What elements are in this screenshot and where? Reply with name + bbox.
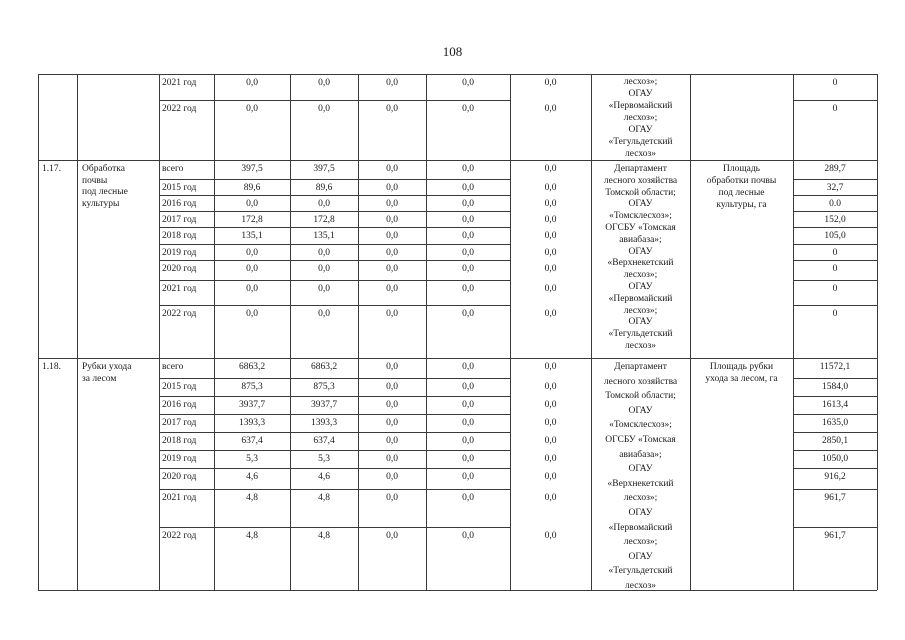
executor-text: ОГАУ [628, 405, 653, 416]
indicator-value-cell: 1613,4 [821, 400, 849, 410]
executor-text: лесхоз»; [623, 113, 658, 123]
value-cell: 637,4 [241, 436, 263, 446]
value-cell: 0,0 [462, 382, 474, 392]
column-divider [159, 74, 160, 590]
item-name: Рубки ухода [82, 362, 132, 372]
value-cell: 0,0 [544, 382, 557, 392]
value-cell: 0,0 [544, 231, 557, 241]
year-cell: 2020 год [162, 472, 197, 482]
year-cell: 2020 год [162, 264, 197, 274]
value-cell: 3937,7 [238, 400, 266, 410]
year-cell: всего [162, 362, 184, 372]
value-cell: 0,0 [462, 164, 474, 174]
value-cell: 0,0 [386, 183, 398, 193]
year-cell: 2016 год [162, 400, 197, 410]
row-divider [38, 590, 877, 591]
executor-text: ОГАУ [628, 317, 653, 328]
value-cell: 0,0 [386, 382, 398, 392]
item-name: культуры [82, 198, 120, 209]
executor-text: авиабаза»; [619, 234, 662, 245]
value-cell: 0,0 [246, 284, 258, 294]
year-cell: 2021 год [162, 493, 197, 503]
value-cell: 0,0 [318, 264, 330, 274]
row-divider [793, 414, 877, 415]
executor-text: ОГАУ [628, 464, 653, 475]
executor-text: «Тегульдетский [608, 566, 673, 577]
row-divider [159, 527, 510, 528]
value-cell: 0,0 [462, 531, 474, 541]
column-divider [510, 74, 511, 590]
value-cell: 0,0 [462, 418, 474, 428]
value-cell: 0,0 [544, 418, 557, 428]
indicator-value-cell: 0 [832, 248, 838, 258]
column-divider [290, 74, 291, 590]
executor-text: «Первомайский [608, 293, 673, 304]
indicator-value-cell: 0 [832, 78, 838, 88]
value-cell: 0,0 [386, 362, 398, 372]
executor-text: ОГСБУ «Томская [605, 435, 676, 445]
value-cell: 397,5 [313, 164, 335, 174]
value-cell: 135,1 [241, 231, 263, 241]
executor-text: «Тегульдетский [608, 329, 673, 340]
value-cell: 0,0 [386, 493, 398, 503]
indicator-name: ухода за лесом, га [705, 374, 778, 384]
indicator-value-cell: 0 [832, 104, 838, 114]
value-cell: 5,3 [246, 454, 258, 464]
value-cell: 0,0 [246, 264, 258, 274]
value-cell: 1393,3 [238, 418, 266, 428]
indicator-value-cell: 289,7 [824, 164, 846, 174]
value-cell: 4,8 [318, 493, 330, 503]
item-name: почвы [82, 175, 108, 186]
value-cell: 0,0 [318, 199, 330, 209]
value-cell: 0,0 [386, 78, 398, 88]
row-divider [793, 432, 877, 433]
executor-text: «Первомайский [608, 101, 673, 111]
indicator-name: Площадь [722, 164, 761, 174]
value-cell: 0,0 [462, 248, 474, 258]
value-cell: 0,0 [462, 284, 474, 294]
row-divider [793, 100, 877, 101]
indicator-value-cell: 916,2 [824, 472, 846, 482]
item-name: под лесные [82, 187, 128, 197]
indicator-value-cell: 32,7 [826, 183, 844, 193]
row-divider [793, 468, 877, 469]
indicator-value-cell: 1635,0 [821, 418, 849, 428]
year-cell: 2022 год [162, 104, 197, 114]
value-cell: 0,0 [462, 472, 474, 482]
year-cell: всего [162, 164, 184, 174]
value-cell: 3937,7 [310, 400, 338, 410]
row-divider [793, 260, 877, 261]
value-cell: 1393,3 [310, 418, 338, 428]
value-cell: 0,0 [544, 104, 557, 114]
row-divider [38, 74, 877, 75]
value-cell: 135,1 [313, 231, 335, 241]
column-divider [793, 74, 794, 590]
year-cell: 2019 год [162, 248, 197, 258]
value-cell: 6863,2 [310, 362, 338, 372]
column-divider [877, 74, 878, 590]
value-cell: 637,4 [313, 436, 335, 446]
value-cell: 0,0 [462, 493, 474, 503]
value-cell: 0,0 [386, 531, 398, 541]
executor-text: лесного хозяйства [603, 376, 678, 387]
value-cell: 875,3 [241, 382, 263, 392]
indicator-name: обработки почвы [706, 176, 777, 186]
value-cell: 0,0 [544, 531, 557, 541]
indicator-value-cell: 1050,0 [821, 454, 849, 464]
value-cell: 0,0 [544, 264, 557, 274]
indicator-value-cell: 0 [832, 264, 838, 274]
column-divider [358, 74, 359, 590]
value-cell: 0,0 [462, 183, 474, 193]
indicator-value-cell: 0.0 [829, 199, 841, 209]
executor-text: лесхоз»; [623, 537, 658, 548]
value-cell: 4,8 [318, 531, 330, 541]
executor-text: ОГАУ [628, 125, 653, 135]
value-cell: 172,8 [241, 215, 263, 225]
column-divider [426, 74, 427, 590]
column-divider [690, 74, 691, 590]
executor-text: «Томсклесхоз»; [609, 420, 672, 431]
value-cell: 0,0 [386, 164, 398, 174]
value-cell: 0,0 [544, 454, 557, 464]
value-cell: 0,0 [544, 199, 557, 209]
value-cell: 0,0 [462, 436, 474, 446]
value-cell: 89,6 [315, 183, 333, 193]
executor-text: Департамент [614, 362, 667, 372]
row-divider [159, 468, 510, 469]
row-divider [159, 260, 510, 261]
row-divider [159, 396, 510, 397]
executor-text: «Первомайский [608, 522, 673, 533]
value-cell: 0,0 [386, 309, 398, 319]
year-cell: 2019 год [162, 454, 197, 464]
year-cell: 2017 год [162, 215, 197, 225]
row-divider [793, 489, 877, 490]
row-divider [793, 195, 877, 196]
year-cell: 2015 год [162, 382, 197, 392]
value-cell: 0,0 [246, 248, 258, 258]
executor-text: авиабаза»; [619, 449, 662, 460]
year-cell: 2018 год [162, 231, 197, 241]
value-cell: 0,0 [386, 418, 398, 428]
value-cell: 0,0 [544, 362, 557, 372]
value-cell: 5,3 [318, 454, 330, 464]
value-cell: 0,0 [246, 104, 258, 114]
executor-text: ОГАУ [628, 246, 653, 257]
value-cell: 397,5 [241, 164, 263, 174]
executor-text: лесхоз»; [623, 493, 658, 504]
executor-text: ОГАУ [628, 508, 653, 518]
row-divider [38, 160, 877, 161]
value-cell: 0,0 [462, 215, 474, 225]
value-cell: 0,0 [544, 493, 557, 503]
value-cell: 0,0 [386, 264, 398, 274]
row-divider [793, 280, 877, 281]
indicator-value-cell: 0 [832, 309, 838, 319]
value-cell: 0,0 [462, 400, 474, 410]
value-cell: 0,0 [462, 454, 474, 464]
row-divider [793, 227, 877, 228]
executor-text: лесхоз» [625, 581, 656, 591]
executor-text: «Тегульдетский [608, 137, 673, 147]
executor-text: «Верхнекетский [607, 258, 674, 269]
row-divider [793, 211, 877, 212]
value-cell: 0,0 [386, 231, 398, 241]
row-divider [793, 179, 877, 180]
value-cell: 0,0 [544, 248, 557, 258]
value-cell: 89,6 [243, 183, 261, 193]
executor-text: ОГСБУ «Томская [605, 223, 676, 233]
year-cell: 2021 год [162, 78, 197, 88]
row-divider [159, 489, 510, 490]
executor-text: ОГАУ [628, 199, 653, 210]
value-cell: 6863,2 [238, 362, 266, 372]
value-cell: 4,6 [246, 472, 258, 482]
value-cell: 0,0 [544, 284, 557, 294]
year-cell: 2022 год [162, 309, 197, 319]
executor-text: ОГАУ [628, 282, 653, 292]
value-cell: 0,0 [544, 215, 557, 225]
value-cell: 0,0 [544, 472, 557, 482]
value-cell: 0,0 [544, 436, 557, 446]
year-cell: 2022 год [162, 531, 197, 541]
value-cell: 172,8 [313, 215, 335, 225]
executor-text: «Верхнекетский [607, 478, 674, 489]
row-divider [38, 358, 877, 359]
row-divider [793, 305, 877, 306]
executor-text: Департамент [614, 164, 667, 174]
indicator-value-cell: 1584,0 [821, 382, 849, 392]
row-divider [159, 378, 510, 379]
executor-text: лесхоз»; [623, 305, 658, 316]
value-cell: 0,0 [544, 400, 557, 410]
row-divider [159, 450, 510, 451]
value-cell: 0,0 [544, 309, 557, 319]
column-divider [214, 74, 215, 590]
value-cell: 0,0 [462, 231, 474, 241]
executor-text: ОГАУ [628, 89, 653, 99]
value-cell: 0,0 [544, 164, 557, 174]
value-cell: 0,0 [386, 472, 398, 482]
page-number: 108 [442, 44, 463, 59]
value-cell: 0,0 [246, 309, 258, 319]
indicator-value-cell: 105,0 [824, 231, 846, 241]
value-cell: 0,0 [462, 264, 474, 274]
value-cell: 0,0 [386, 400, 398, 410]
executor-text: лесхоз» [625, 341, 656, 351]
indicator-value-cell: 11572,1 [819, 362, 851, 372]
value-cell: 0,0 [386, 199, 398, 209]
row-divider [159, 432, 510, 433]
column-divider [38, 74, 39, 590]
value-cell: 0,0 [462, 104, 474, 114]
executor-text: «Томсклесхоз»; [609, 211, 672, 222]
executor-text: Томской области; [605, 187, 676, 198]
value-cell: 0,0 [386, 215, 398, 225]
row-divider [793, 450, 877, 451]
row-divider [793, 396, 877, 397]
executor-text: ОГАУ [628, 551, 653, 562]
executor-text: лесхоз»; [623, 270, 658, 281]
value-cell: 4,6 [318, 472, 330, 482]
indicator-value-cell: 961,7 [824, 531, 846, 541]
indicator-name: культуры, га [716, 200, 767, 210]
item-name: за лесом [82, 373, 117, 384]
year-cell: 2017 год [162, 418, 197, 428]
value-cell: 0,0 [318, 309, 330, 319]
value-cell: 0,0 [544, 183, 557, 193]
value-cell: 4,8 [246, 493, 258, 503]
value-cell: 0,0 [318, 78, 330, 88]
value-cell: 0,0 [246, 199, 258, 209]
value-cell: 0,0 [386, 454, 398, 464]
item-name: Обработка [82, 164, 125, 174]
value-cell: 0,0 [462, 78, 474, 88]
program-table [38, 74, 877, 590]
executor-text: лесного хозяйства [603, 175, 678, 186]
row-divider [159, 211, 510, 212]
executor-text: лесхоз» [625, 149, 656, 159]
indicator-value-cell: 0 [832, 284, 838, 294]
row-divider [159, 280, 510, 281]
indicator-value-cell: 2850,1 [821, 436, 849, 446]
row-divider [159, 244, 510, 245]
value-cell: 0,0 [462, 309, 474, 319]
indicator-value-cell: 152,0 [824, 215, 846, 225]
executor-text: лесхоз»; [623, 77, 658, 87]
value-cell: 875,3 [313, 382, 335, 392]
item-number: 1.18. [42, 362, 61, 372]
column-divider [77, 74, 78, 590]
row-divider [159, 305, 510, 306]
row-divider [159, 100, 510, 101]
year-cell: 2021 год [162, 284, 197, 294]
value-cell: 4,8 [246, 531, 258, 541]
value-cell: 0,0 [318, 284, 330, 294]
row-divider [159, 179, 510, 180]
value-cell: 0,0 [386, 284, 398, 294]
row-divider [793, 527, 877, 528]
value-cell: 0,0 [318, 104, 330, 114]
value-cell: 0,0 [246, 78, 258, 88]
indicator-name: Площадь рубки [709, 362, 774, 372]
row-divider [159, 414, 510, 415]
year-cell: 2015 год [162, 183, 197, 193]
value-cell: 0,0 [462, 362, 474, 372]
row-divider [159, 195, 510, 196]
item-number: 1.17. [42, 164, 61, 174]
row-divider [159, 227, 510, 228]
value-cell: 0,0 [462, 199, 474, 209]
indicator-value-cell: 961,7 [824, 493, 846, 503]
value-cell: 0,0 [386, 436, 398, 446]
row-divider [793, 378, 877, 379]
year-cell: 2018 год [162, 436, 197, 446]
row-divider [793, 244, 877, 245]
indicator-name: под лесные [718, 188, 765, 198]
executor-text: Томской области; [605, 391, 676, 402]
value-cell: 0,0 [386, 248, 398, 258]
year-cell: 2016 год [162, 199, 197, 209]
value-cell: 0,0 [544, 78, 557, 88]
value-cell: 0,0 [386, 104, 398, 114]
value-cell: 0,0 [318, 248, 330, 258]
